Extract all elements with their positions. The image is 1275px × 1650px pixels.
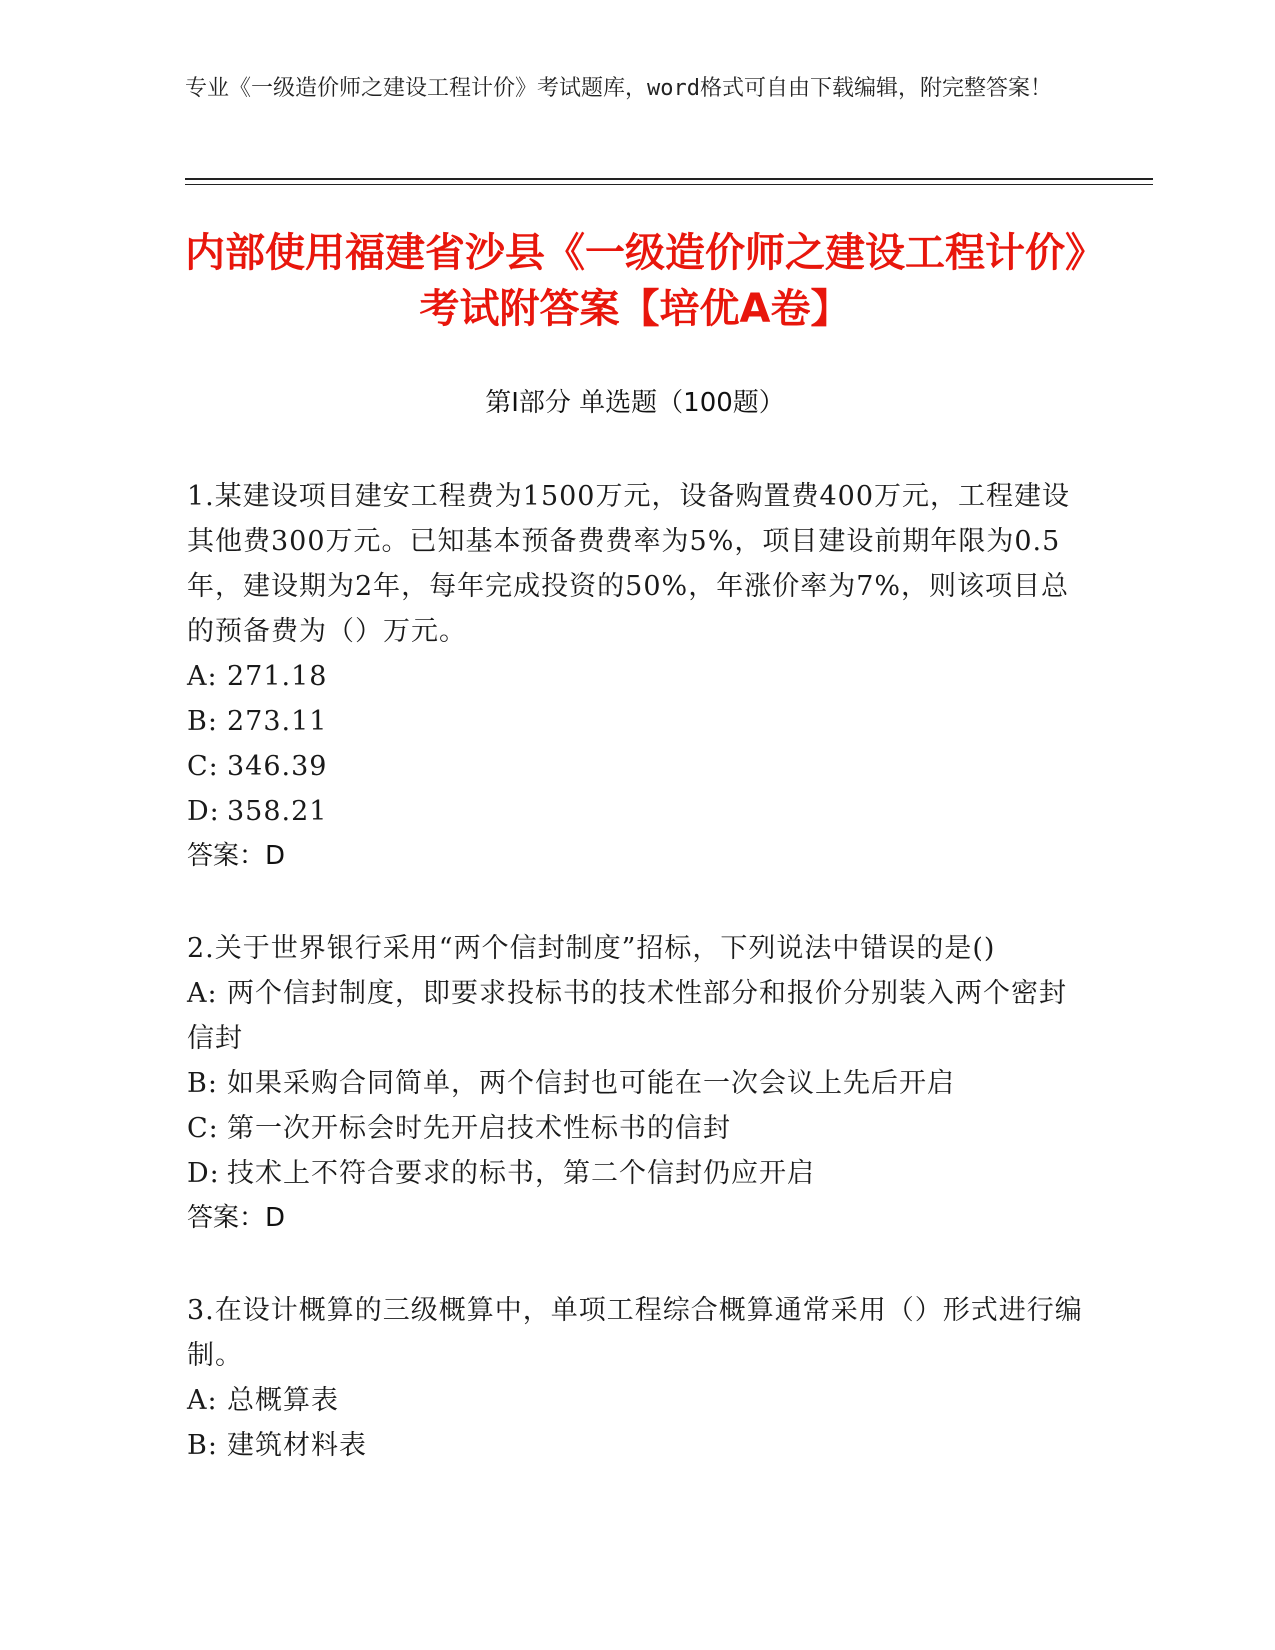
option-text: 273.11 [227, 706, 328, 737]
option-b [187, 1061, 1087, 1106]
option-text: 总概算表 [227, 1385, 339, 1416]
header-note: 专业《一级造价师之建设工程计价》考试题库，word格式可自由下载编辑，附完整答案！ [185, 76, 1052, 101]
option-key: B: [187, 1430, 218, 1461]
option-text: 271.18 [227, 661, 328, 692]
option-text: 346.39 [227, 751, 328, 782]
question-list [187, 474, 1087, 1515]
question-text: 2.关于世界银行采用“两个信封制度”招标，下列说法中错误的是() [187, 933, 996, 964]
option-text: 两个信封制度，即要求投标书的技术性部分和报价分别装入两个密封信封 [187, 978, 1067, 1054]
option-b [187, 699, 1087, 744]
answer-line: 答案：D [187, 1203, 286, 1233]
option-text: 技术上不符合要求的标书，第二个信封仍应开启 [227, 1158, 815, 1189]
option-c [187, 1106, 1087, 1151]
question-3 [187, 1288, 1087, 1468]
question-2 [187, 926, 1087, 1241]
option-text: 358.21 [227, 796, 328, 827]
option-d [187, 789, 1087, 834]
option-key: A: [187, 978, 218, 1009]
option-key: A: [187, 1385, 218, 1416]
option-text: 如果采购合同简单，两个信封也可能在一次会议上先后开启 [227, 1068, 955, 1099]
option-key: C: [187, 1113, 219, 1144]
option-d [187, 1151, 1087, 1196]
question-1 [187, 474, 1087, 879]
option-b [187, 1423, 1087, 1468]
option-key: A: [187, 661, 218, 692]
question-text: 1.某建设项目建安工程费为1500万元，设备购置费400万元，工程建设其他费300万元。已知基本预备费费率为5%，项目建设前期年限为0.5年，建设期为2年，每年完成投资的50%，年涨价率为7%，则该项目总的预备费为（）万元。 [187, 481, 1071, 647]
option-a [187, 1378, 1087, 1423]
option-key: B: [187, 1068, 218, 1099]
header-divider-thin [185, 184, 1153, 185]
option-key: D: [187, 796, 220, 827]
option-c [187, 744, 1087, 789]
answer-line: 答案：D [187, 841, 286, 871]
option-key: B: [187, 706, 218, 737]
question-text: 3.在设计概算的三级概算中，单项工程综合概算通常采用（）形式进行编制。 [187, 1295, 1083, 1371]
option-text: 第一次开标会时先开启技术性标书的信封 [227, 1113, 731, 1144]
option-text: 建筑材料表 [227, 1430, 367, 1461]
option-a [187, 971, 1087, 1061]
option-key: C: [187, 751, 219, 782]
option-a [187, 654, 1087, 699]
header-divider [185, 178, 1153, 180]
document-title: 内部使用福建省沙县《一级造价师之建设工程计价》考试附答案【培优A卷】 [185, 230, 1085, 332]
section-title: 第I部分 单选题（100题） [485, 388, 785, 418]
option-key: D: [187, 1158, 220, 1189]
